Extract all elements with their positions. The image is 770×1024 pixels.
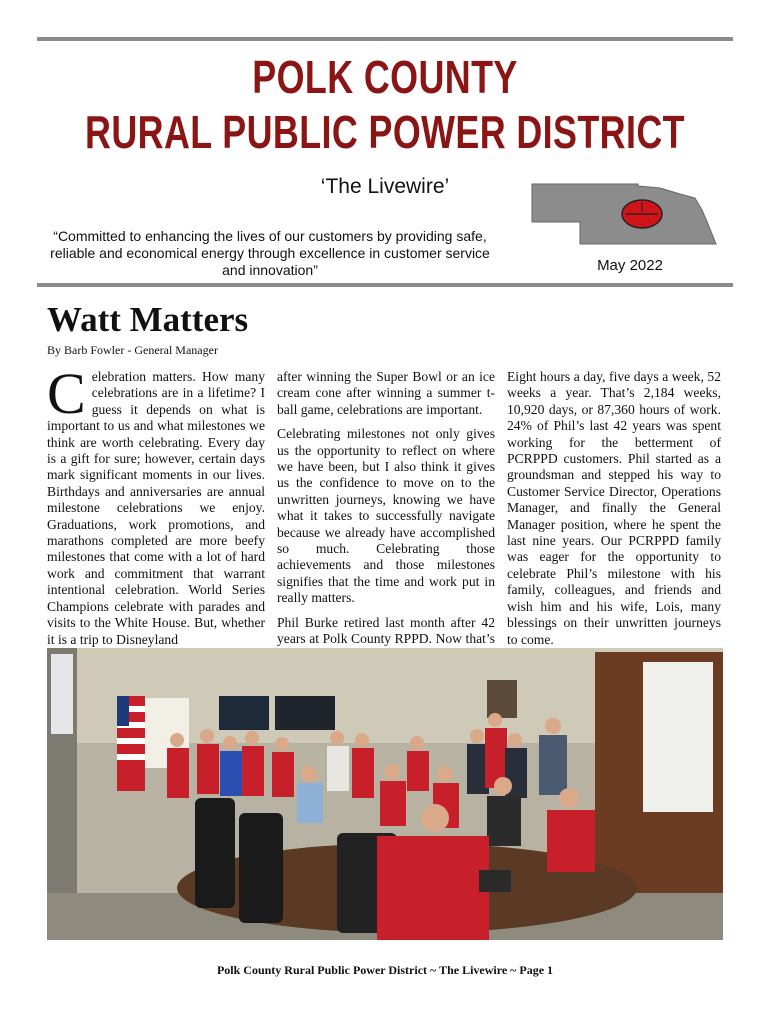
masthead-title-line2: RURAL PUBLIC POWER DISTRICT	[85, 106, 685, 158]
issue-date: May 2022	[597, 257, 663, 274]
drop-cap: C	[47, 361, 86, 426]
article-byline: By Barb Fowler - General Manager	[47, 343, 218, 357]
article-paragraph: Eight hours a day, five days a week, 52 weeks a year. That’s 2,184 weeks, 10,920 days, or 87,360 hours of work. 24% of Phil’s last 42 years was spent working for the betterment of PCRPPD customers. Phil started as a groundsman and stepped his way to Customer Service Director, Operations Manager, and finally the General Manager position, where he spent the last nine years. Our PCRPPD family was eager for the opportunity to celebrate Phil’s milestone with his family, colleagues, and friends and wish him and his wife, Lois, many blessings on their unwritten journeys to come.	[507, 369, 721, 647]
article-paragraph: Celebrating milestones not only gives us the opportunity to reflect on where we have been, but I also think it gives us the confidence to move on to the unwritten journeys, knowing we have what it takes to successfully navigate because we already have accomplished so much. Celebrating those achievements and those milestones signifies that the time and work put in really matters.	[277, 426, 495, 606]
article-paragraph: Phil Burke retired last month after 42 years at Polk County RPPD. Now that’s	[277, 614, 495, 647]
polk-county-marker-icon	[622, 200, 662, 228]
article-column-1	[47, 361, 265, 656]
top-rule	[37, 37, 733, 41]
article-paragraph	[47, 361, 265, 648]
masthead-title-line1: POLK COUNTY	[252, 51, 518, 103]
page-footer: Polk County Rural Public Power District ~ The Livewire ~ Page 1	[216, 963, 554, 977]
paragraph-text: elebration matters. How many celebrations are in a lifetime? I guess it depends on what is important to us and what milestones we think are worth celebrating. Every day is a gift for sure; however, certain days mark significant moments in our lives. Birthdays and anniversaries are annual milestone celebrations we enjoy. Graduations, work promotions, and marathons completed are more beefy milestones that come with a lot of hard work and commitment that warrant intentional celebration. World Series Champions celebrate with parades and visits to the White House. But, whether it is a trip to Disneyland	[47, 369, 265, 647]
nebraska-map-icon	[530, 178, 720, 248]
mission-statement: “Committed to enhancing the lives of our customers by providing safe, reliable and economical energy through excellence in customer service and innovation”	[50, 228, 490, 278]
us-flag-icon	[117, 696, 145, 791]
article-column-2	[277, 369, 495, 672]
article-column-3	[507, 369, 721, 656]
article-title: Watt Matters	[47, 300, 249, 339]
section-rule	[37, 283, 733, 287]
newsletter-name: ‘The Livewire’	[320, 175, 450, 198]
group-photo	[47, 648, 723, 940]
article-paragraph: after winning the Super Bowl or an ice cream cone after winning a summer t-ball game, celebrations are important.	[277, 369, 495, 417]
